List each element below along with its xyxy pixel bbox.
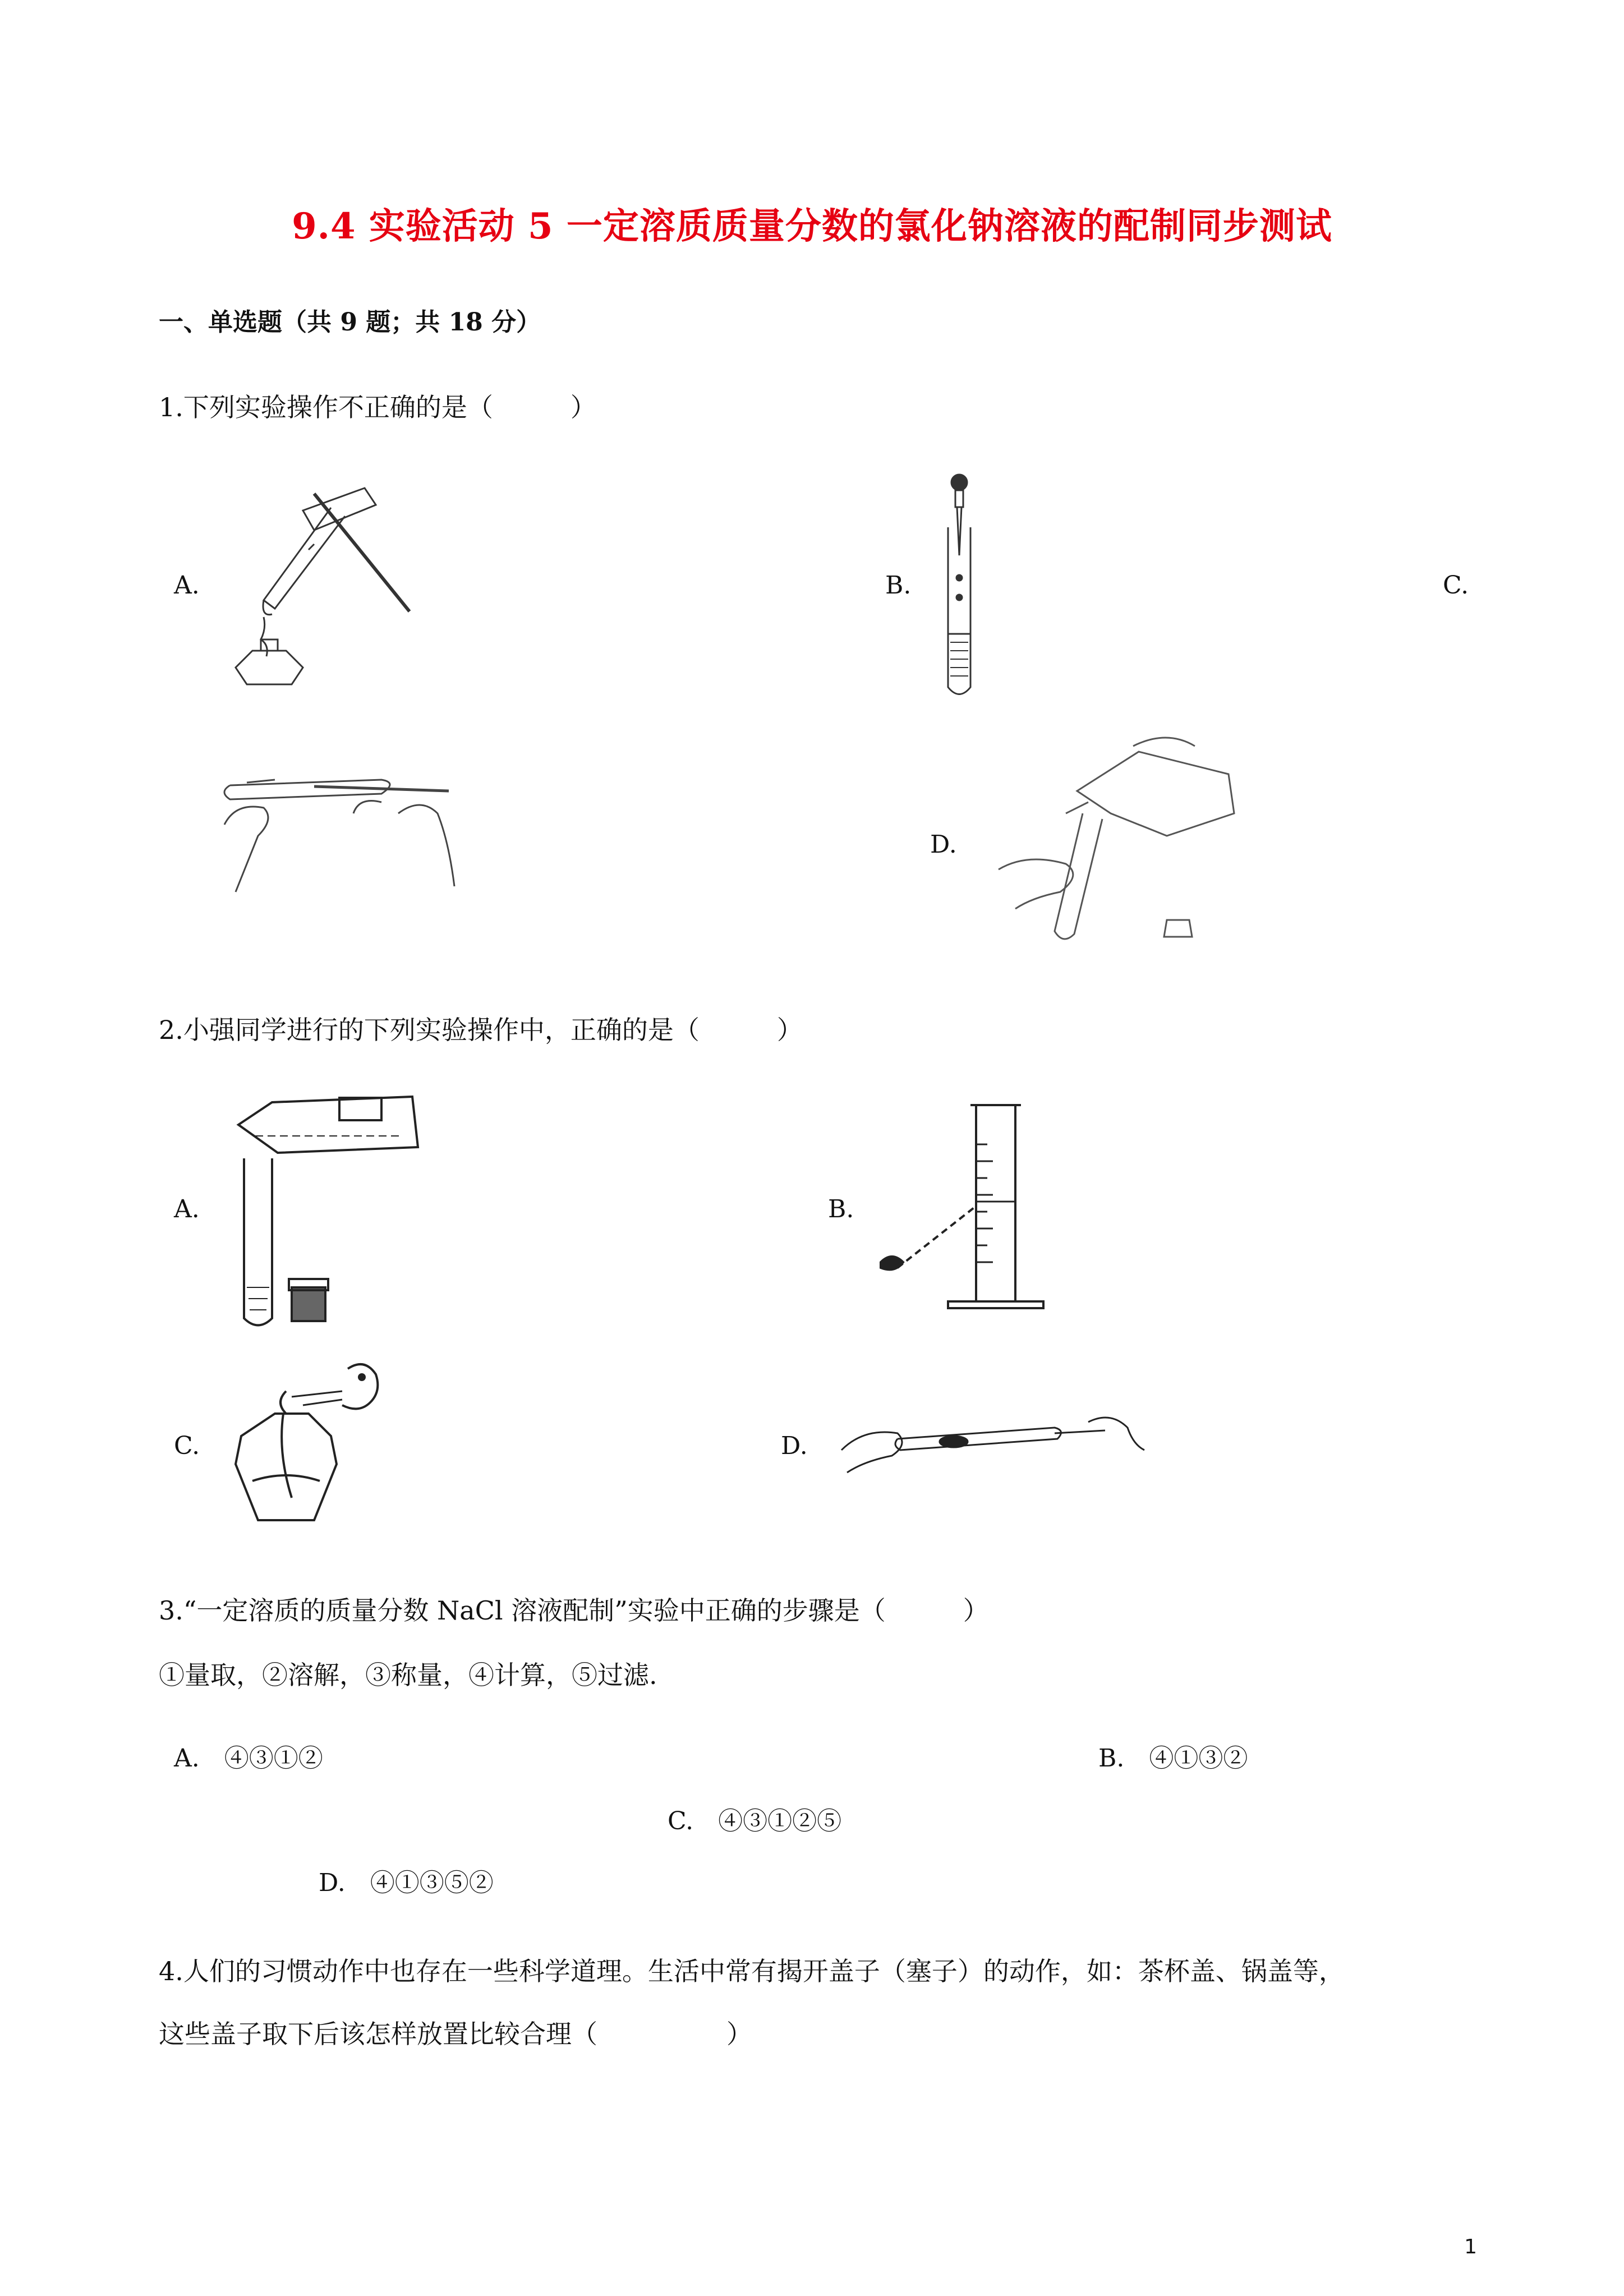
q2-option-d-label: D.	[781, 1432, 808, 1460]
q1-d-pouring-figure	[999, 729, 1245, 954]
q2-option-c-label: C.	[174, 1432, 200, 1460]
question-4-line-2: 这些盖子取下后该怎样放置比较合理（ ）	[159, 2019, 752, 2049]
q1-option-a-label: A.	[174, 571, 200, 600]
q2-a-pouring-figure	[233, 1091, 424, 1332]
q1-a-heating-figure	[230, 482, 421, 690]
section-heading: 一、单选题（共 9 题；共 18 分）	[159, 308, 541, 337]
page-title: 9.4 实验活动 5 一定溶质质量分数的氯化钠溶液的配制同步测试	[292, 205, 1332, 247]
q1-option-d-label: D.	[930, 830, 957, 859]
q1-option-c-label: C.	[1443, 571, 1469, 600]
q1-c-tube-holder-figure	[213, 752, 471, 898]
question-1-stem: 1.下列实验操作不正确的是（ ）	[159, 392, 596, 422]
q1-option-b-label: B.	[885, 571, 912, 600]
q2-c-alcohol-lamp-figure	[230, 1352, 398, 1531]
page-number: 1	[1464, 2235, 1477, 2258]
q3-option-c: C. ④③①②⑤	[668, 1807, 842, 1835]
q3-option-a: A. ④③①②	[174, 1744, 323, 1773]
q3-option-b: B. ④①③②	[1098, 1744, 1248, 1773]
q1-b-dropper-figure	[937, 471, 982, 701]
q2-option-a-label: A.	[174, 1195, 200, 1223]
q3-option-d: D. ④①③⑤②	[319, 1869, 494, 1897]
q2-b-cylinder-figure	[875, 1099, 1077, 1313]
question-2-stem: 2.小强同学进行的下列实验操作中，正确的是（ ）	[159, 1015, 803, 1045]
question-3-stem: 3.“一定溶质的质量分数 NaCl 溶液配制”实验中正确的步骤是（ ）	[159, 1595, 989, 1626]
question-3-steps: ①量取，②溶解，③称量，④计算，⑤过滤.	[159, 1660, 657, 1690]
question-4-line-1: 4.人们的习惯动作中也存在一些科学道理。生活中常有揭开盖子（塞子）的动作，如：茶杯盖、锅盖等，	[159, 1956, 1345, 1986]
q2-d-tube-figure	[841, 1405, 1144, 1478]
q2-option-b-label: B.	[828, 1195, 854, 1223]
